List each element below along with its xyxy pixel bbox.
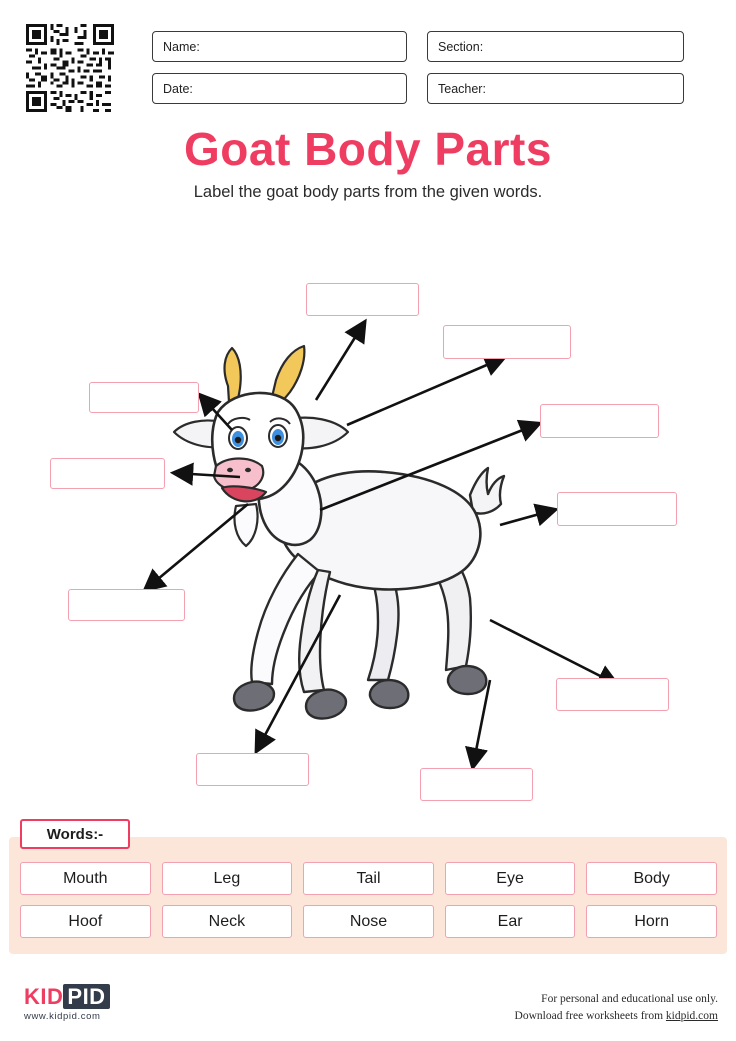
kidpid-link[interactable]: kidpid.com <box>665 1009 718 1022</box>
answer-box-bottom-left[interactable] <box>196 753 309 786</box>
teacher-field-label: Teacher: <box>438 81 486 96</box>
word-chip[interactable]: Body <box>586 862 717 895</box>
logo-pid-text: PID <box>63 984 109 1009</box>
teacher-field[interactable] <box>427 73 684 104</box>
date-field[interactable] <box>152 73 407 104</box>
word-chip[interactable]: Hoof <box>20 905 151 938</box>
page-subtitle: Label the goat body parts from the given words. <box>193 183 543 201</box>
kidpid-logo <box>24 984 110 1010</box>
logo-url: www.kidpid.com <box>24 1011 101 1022</box>
footer-line-1: For personal and educational use only. <box>541 993 718 1005</box>
answer-box-top-right[interactable] <box>443 325 571 359</box>
word-chip[interactable]: Neck <box>162 905 293 938</box>
word-chip[interactable]: Eye <box>445 862 576 895</box>
words-grid <box>20 862 717 938</box>
word-chip[interactable]: Ear <box>445 905 576 938</box>
word-chip[interactable]: Leg <box>162 862 293 895</box>
name-field-label: Name: <box>163 39 200 54</box>
answer-box-top-left[interactable] <box>306 283 419 316</box>
section-field[interactable] <box>427 31 684 62</box>
goat-illustration <box>170 340 570 740</box>
answer-box-bottom-mid[interactable] <box>420 768 533 801</box>
word-chip[interactable]: Tail <box>303 862 434 895</box>
word-chip[interactable]: Horn <box>586 905 717 938</box>
word-chip[interactable]: Nose <box>303 905 434 938</box>
answer-box-head-left[interactable] <box>89 382 199 413</box>
date-field-label: Date: <box>163 81 193 96</box>
answer-box-right-upper[interactable] <box>540 404 659 438</box>
section-field-label: Section: <box>438 39 484 54</box>
words-label: Words:- <box>20 819 130 849</box>
word-chip[interactable]: Mouth <box>20 862 151 895</box>
page-title: Goat Body Parts <box>184 123 552 175</box>
answer-box-right-lower[interactable] <box>556 678 669 711</box>
footer-note <box>515 991 718 1024</box>
qr-code-icon <box>26 24 114 112</box>
answer-box-lower-left[interactable] <box>68 589 185 621</box>
name-field[interactable] <box>152 31 407 62</box>
answer-box-mouth-left[interactable] <box>50 458 165 489</box>
answer-box-right-tail[interactable] <box>557 492 677 526</box>
logo-kid-text: KID <box>24 984 64 1009</box>
footer-line-2-prefix: Download free worksheets from <box>514 1009 666 1022</box>
footer-line-2 <box>515 1008 718 1025</box>
